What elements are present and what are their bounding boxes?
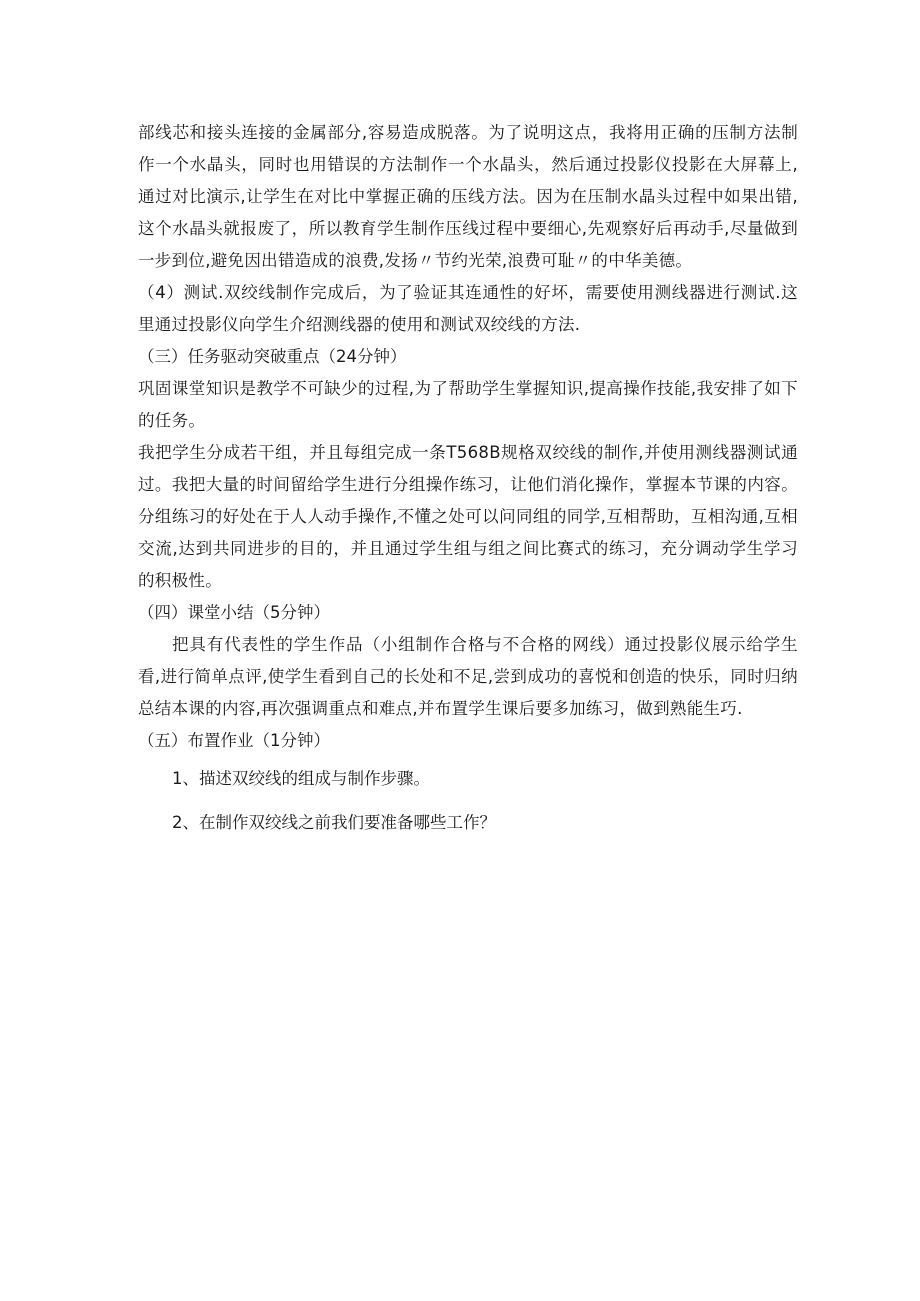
homework-item-2: 2、在制作双绞线之前我们要准备哪些工作？ bbox=[172, 813, 496, 832]
paragraph-consolidate-knowledge: 巩固课堂知识是教学不可缺少的过程,为了帮助学生掌握知识,提高操作技能,我安排了如下的任务。 bbox=[138, 379, 798, 430]
section-heading-summary: （四）课堂小结（5分钟） bbox=[138, 603, 330, 622]
paragraph-testing: （4）测试.双绞线制作完成后，为了验证其连通性的好坏，需要使用测线器进行测试.这里通过投影仪向学生介绍测线器的使用和测试双绞线的方法. bbox=[138, 283, 798, 334]
paragraph-summary: 把具有代表性的学生作品（小组制作合格与不合格的网线）通过投影仪展示给学生看,进行简单点评,使学生看到自己的长处和不足,尝到成功的喜悦和创造的快乐，同时归纳总结本课的内容,再次强调重点和难点,并布置学生课后要多加练习，做到熟能生巧. bbox=[138, 635, 798, 718]
homework-list bbox=[138, 757, 798, 845]
section-heading-task-driven: （三）任务驱动突破重点（24分钟） bbox=[138, 347, 407, 366]
paragraph-crimping-method: 部线芯和接头连接的金属部分,容易造成脱落。为了说明这点，我将用正确的压制方法制作一个水晶头，同时也用错误的方法制作一个水晶头，然后通过投影仪投影在大屏幕上,通过对比演示,让学生在对比中掌握正确的压线方法。因为在压制水晶头过程中如果出错,这个水晶头就报废了，所以教育学生制作压线过程中要细心,先观察好后再动手,尽量做到一步到位,避免因出错造成的浪费,发扬〃节约光荣,浪费可耻〃的中华美德。 bbox=[138, 123, 798, 270]
document-body bbox=[138, 117, 798, 845]
paragraph-group-practice: 我把学生分成若干组，并且每组完成一条T568B规格双绞线的制作,并使用测线器测试通过。我把大量的时间留给学生进行分组操作练习，让他们消化操作，掌握本节课的内容。分组练习的好处在于人人动手操作,不懂之处可以问同组的同学,互相帮助，互相沟通,互相交流,达到共同进步的目的，并且通过学生组与组之间比赛式的练习，充分调动学生学习的积极性。 bbox=[138, 443, 798, 590]
section-heading-homework: （五）布置作业（1分钟） bbox=[138, 731, 330, 750]
homework-item-1: 1、描述双绞线的组成与制作步骤。 bbox=[172, 769, 430, 788]
